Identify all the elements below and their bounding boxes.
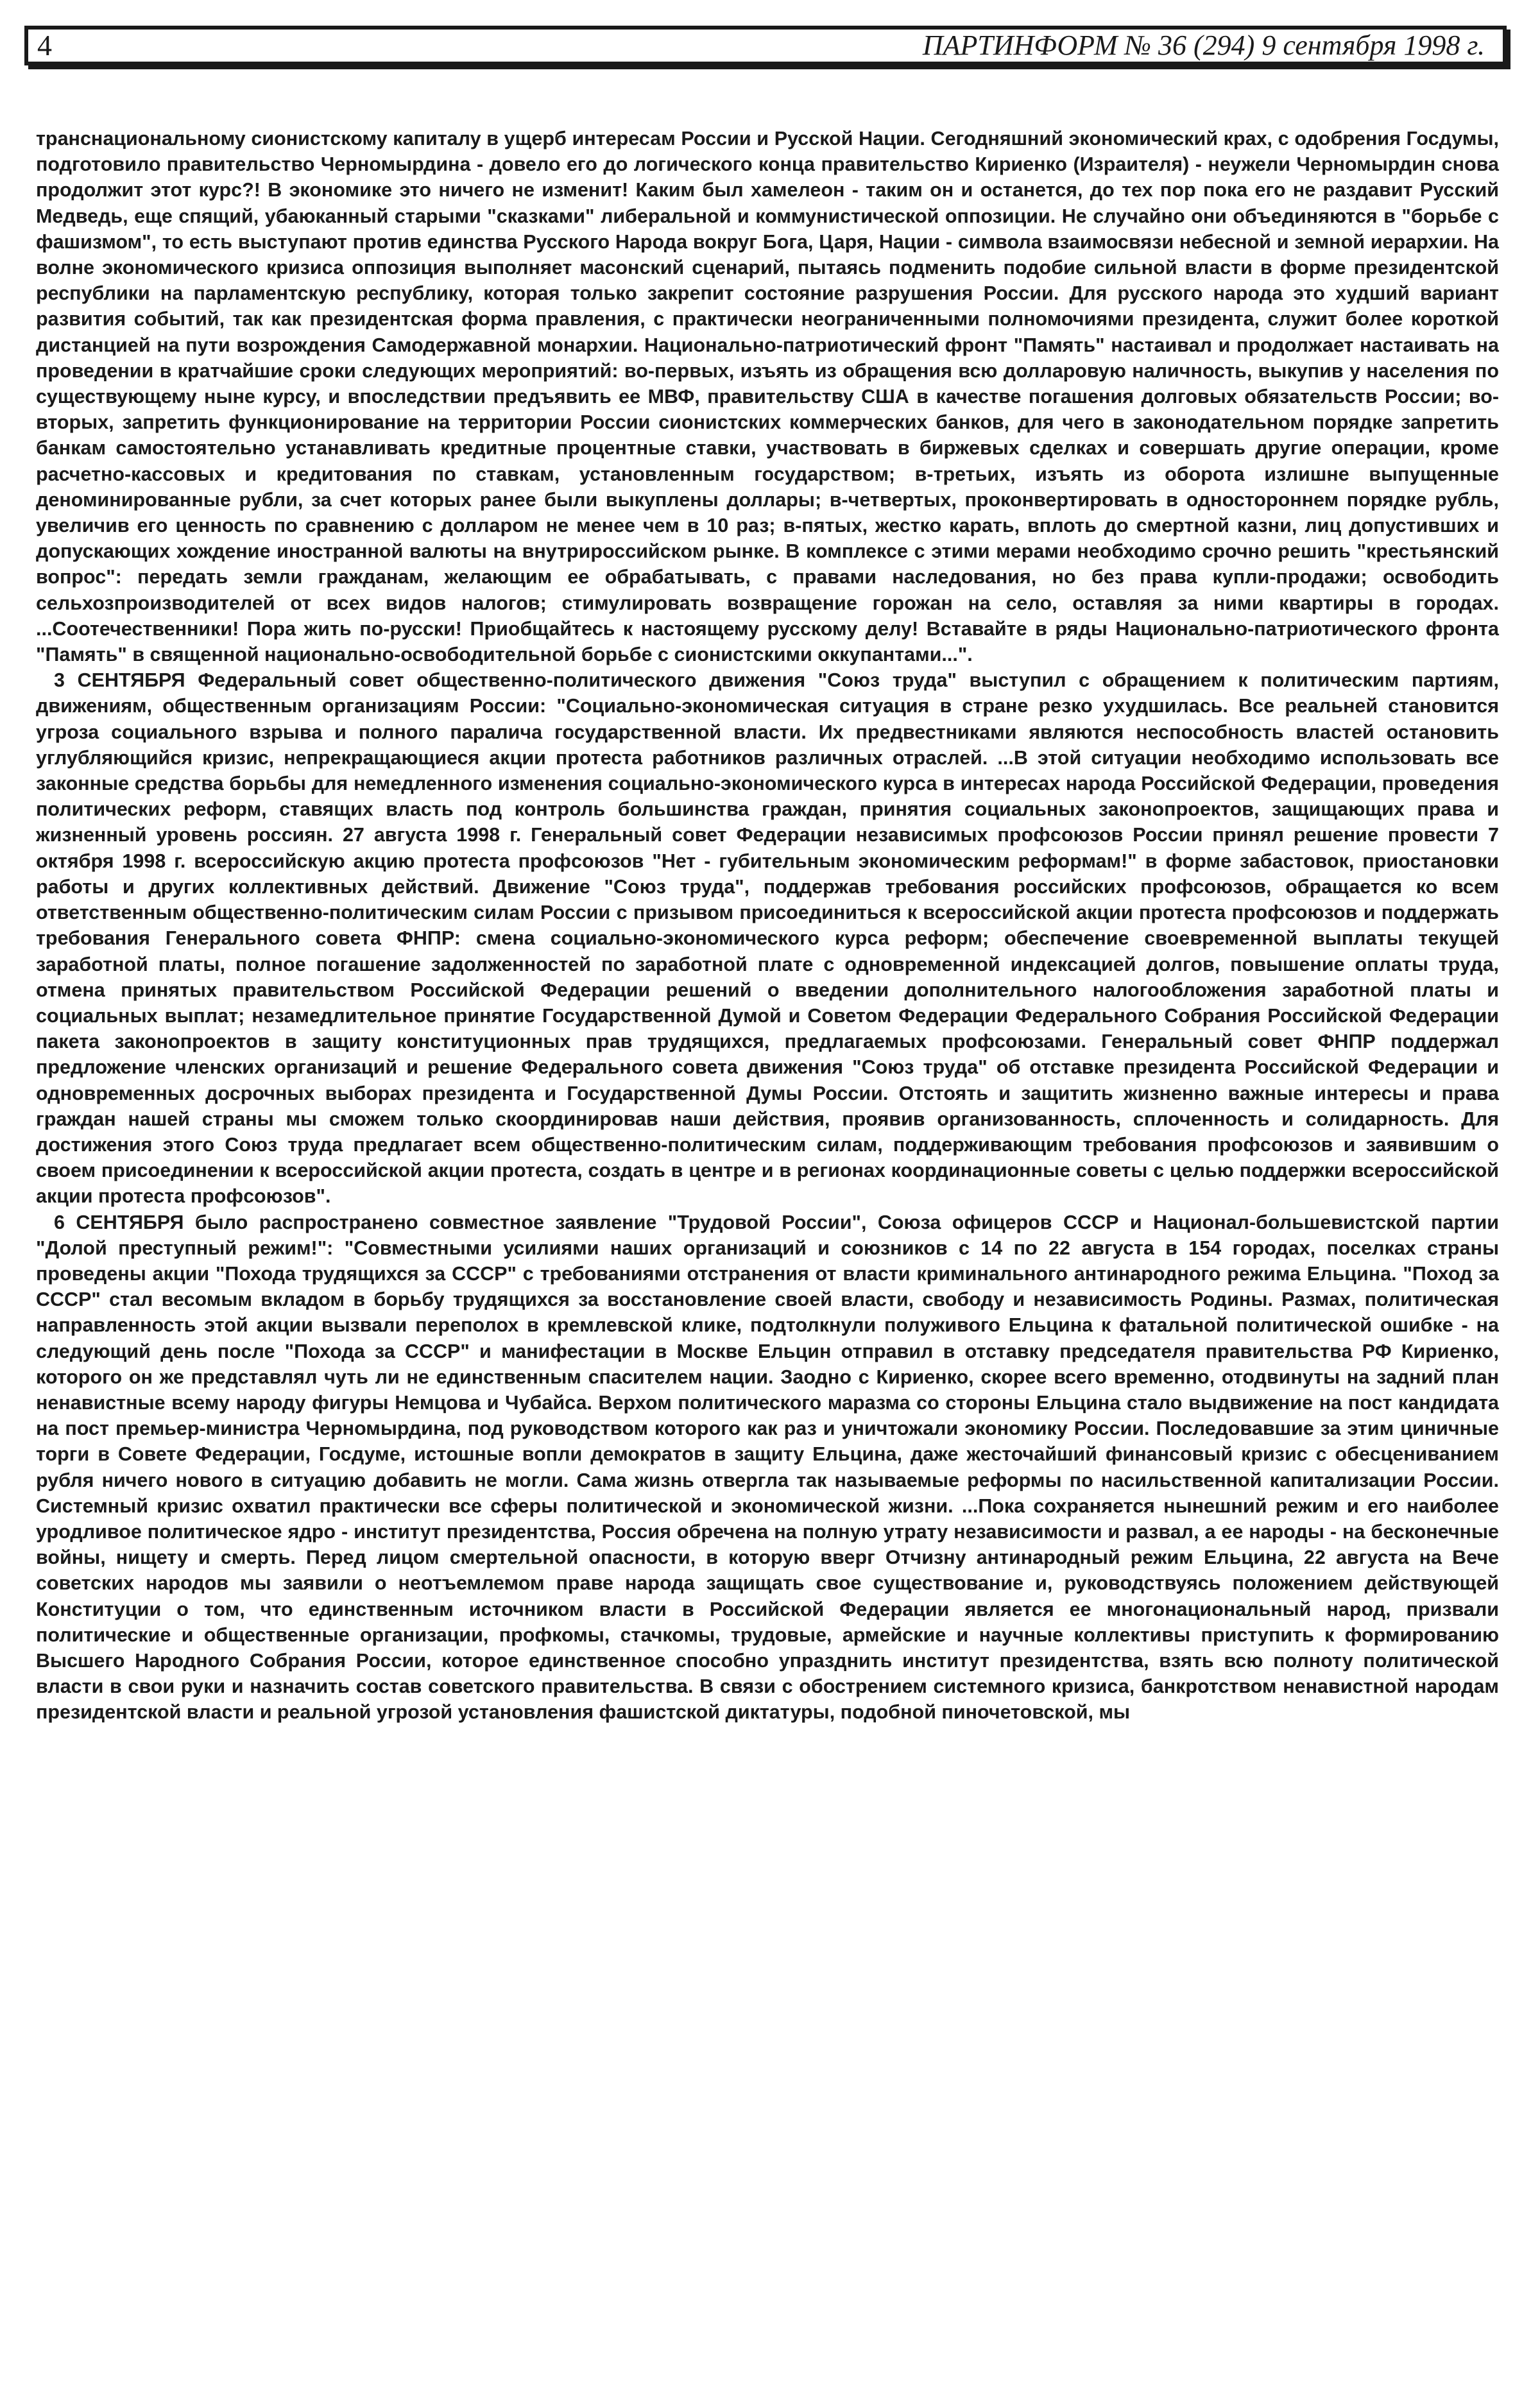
page-header [24, 26, 1507, 65]
article-paragraph-2: 3 СЕНТЯБРЯ Федеральный совет общественно-политического движения "Союз труда" выступил с обращением к политическим партиям, движениям, общественным организациям России: "Социально-экономическая ситуация в стране резко ухудшилась. Все реальней становится угроза социального взрыва и полного паралича государственной власти. Их предвестниками являются неспособность властей остановить углубляющийся кризис, непрекращающиеся акции протеста работников различных отраслей. ...В этой ситуации необходимо использовать все законные средства борьбы для немедленного изменения социально-экономического курса в интересах народа Российской Федерации, проведения политических реформ, ставящих власть под контроль большинства граждан, принятия социальных законопроектов, защищающих права и жизненный уровень россиян. 27 августа 1998 г. Генеральный совет Федерации независимых профсоюзов России принял решение провести 7 октября 1998 г. всероссийскую акцию протеста профсоюзов "Нет - губительным экономическим реформам!" в форме забастовок, приостановки работы и других коллективных действий. Движение "Союз труда", поддержав требования российских профсоюзов, обращается ко всем ответственным общественно-политическим силам России с призывом присоединиться к всероссийской акции протеста профсоюзов и поддержать требования Генерального совета ФНПР: смена социально-экономического курса реформ; обеспечение своевременной выплаты текущей заработной платы, полное погашение задолженностей по заработной плате с одновременной индексацией долгов, повышение оплаты труда, отмена принятых правительством Российской Федерации решений о введении дополнительного налогообложения заработной платы и социальных выплат; незамедлительное принятие Государственной Думой и Советом Федерации Федерального Собрания Российской Федерации пакета законопроектов в защиту конституционных прав трудящихся, предлагаемых профсоюзами. Генеральный совет ФНПР поддержал предложение членских организаций и решение Федерального совета движения "Союз труда" об отставке президента Российской Федерации и одновременных досрочных выборах президента и Государственной Думы России. Отстоять и защитить жизненно важные интересы и права граждан нашей страны мы сможем только скоординировав наши действия, проявив организованность, сплоченность и солидарность. Для достижения этого Союз труда предлагает всем общественно-политическим силам, поддерживающим требования профсоюзов и заявившим о своем присоединении к всероссийской акции протеста, создать в центре и в регионах координационные советы с целью поддержки всероссийской акции протеста профсоюзов". [36, 669, 1499, 1208]
article-paragraph-3: 6 СЕНТЯБРЯ было распространено совместное заявление "Трудовой России", Союза офицеров СССР и Национал-большевистской партии "Долой преступный режим!": "Совместными усилиями наших организаций и союзников с 14 по 22 августа в 154 городах, поселках страны проведены акции "Похода трудящихся за СССР" с требованиями отстранения от власти криминального антинародного режима Ельцина. "Поход за СССР" стал весомым вкладом в борьбу трудящихся за восстановление своей власти, свободу и независимость Родины. Размах, политическая направленность этой акции вызвали переполох в кремлевской клике, подтолкнули полуживого Ельцина к фатальной политической ошибке - на следующий день после "Похода за СССР" и манифестации в Москве Ельцин отправил в отставку председателя правительства РФ Кириенко, которого он же представлял чуть ли не единственным спасителем нации. Заодно с Кириенко, скорее всего временно, отодвинуты на задний план ненавистные всему народу фигуры Немцова и Чубайса. Верхом политического маразма со стороны Ельцина стало выдвижение на пост кандидата на пост премьер-министра Черномырдина, под руководством которого как раз и уничтожали экономику России. Последовавшие за этим циничные торги в Совете Федерации, Госдуме, истошные вопли демократов в защиту Ельцина, даже жесточайший финансовый кризис с обесцениванием рубля ничего нового в ситуацию добавить не могли. Сама жизнь отвергла так называемые реформы по насильственной капитализации России. Системный кризис охватил практически все сферы политической и экономической жизни. ...Пока сохраняется нынешний режим и его наиболее уродливое политическое ядро - институт президентства, Россия обречена на полную утрату независимости и развал, а ее народы - на бесконечные войны, нищету и смерть. Перед лицом смертельной опасности, в которую вверг Отчизну антинародный режим Ельцина, 22 августа на Вече советских народов мы заявили о неотъемлемом праве народа защищать свое существование и, руководствуясь положением действующей Конституции о том, что единственным источником власти в Российской Федерации является ее многонациональный народ, призвали политические и общественные организации, профкомы, стачкомы, трудовые, армейские и научные коллективы приступить к формированию Высшего Народного Собрания России, которое единственное способно упразднить институт президентства, взять всю полноту политической власти в свои руки и назначить состав советского правительства. В связи с обострением системного кризиса, банкротством ненавистной народам президентской власти и реальной угрозой установления фашистской диктатуры, подобной пиночетовской, мы [36, 1211, 1499, 1724]
issue-title: ПАРТИНФОРМ № 36 (294) 9 сентября 1998 г. [922, 30, 1485, 61]
page-number: 4 [37, 29, 52, 62]
article-paragraph-1: транснациональному сионистскому капиталу в ущерб интересам России и Русской Нации. Сегодняшний экономический крах, с одобрения Госдумы, подготовило правительство Черномырдина - довело его до логического конца правительство Кириенко (Израителя) - неужели Черномырдин снова продолжит этот курс?! В экономике это ничего не изменит! Каким был хамелеон - таким он и останется, до тех пор пока его не раздавит Русский Медведь, еще спящий, убаюканный старыми "сказками" либеральной и коммунистической оппозиции. Не случайно они объединяются в "борьбе с фашизмом", то есть выступают против единства Русского Народа вокруг Бога, Царя, Нации - символа взаимосвязи небесной и земной иерархии. На волне экономического кризиса оппозиция выполняет масонский сценарий, пытаясь подменить подобие сильной власти в форме президентской республики на парламентскую республику, которая только закрепит состояние разрушения России. Для русского народа это худший вариант развития событий, так как президентская форма правления, с практически неограниченными полномочиями президента, служит более короткой дистанцией на пути возрождения Самодержавной монархии. Национально-патриотический фронт "Память" настаивал и продолжает настаивать на проведении в кратчайшие сроки следующих мероприятий: во-первых, изъять из обращения всю долларовую наличность, выкупив у населения по существующему ныне курсу, и впоследствии предъявить ее МВФ, правительству США в качестве погашения долговых обязательств России; во-вторых, запретить функционирование на территории России сионистских коммерческих банков, для чего в законодательном порядке запретить банкам самостоятельно устанавливать кредитные процентные ставки, участвовать в биржевых сделках и совершать другие операции, кроме расчетно-кассовых и кредитования по ставкам, установленным государством; в-третьих, изъять из оборота излишне выпущенные деноминированные рубли, за счет которых ранее были выкуплены доллары; в-четвертых, проконвертировать в одностороннем порядке рубль, увеличив его ценность по сравнению с долларом не менее чем в 10 раз; в-пятых, жестко карать, вплоть до смертной казни, лиц допустивших и допускающих хождение иностранной валюты на внутрироссийском рынке. В комплексе с этими мерами необходимо срочно решить "крестьянский вопрос": передать земли гражданам, желающим ее обрабатывать, с правами наследования, но без права купли-продажи; освободить сельхозпроизводителей от всех видов налогов; стимулировать возвращение горожан на село, оставляя за ними квартиры в городах. ...Соотечественники! Пора жить по-русски! Приобщайтесь к настоящему русскому делу! Вставайте в ряды Национально-патриотического фронта "Память" в священной национально-освободительной борьбе с сионистскими оккупантами...". [36, 128, 1499, 666]
article-body [36, 126, 1499, 1726]
